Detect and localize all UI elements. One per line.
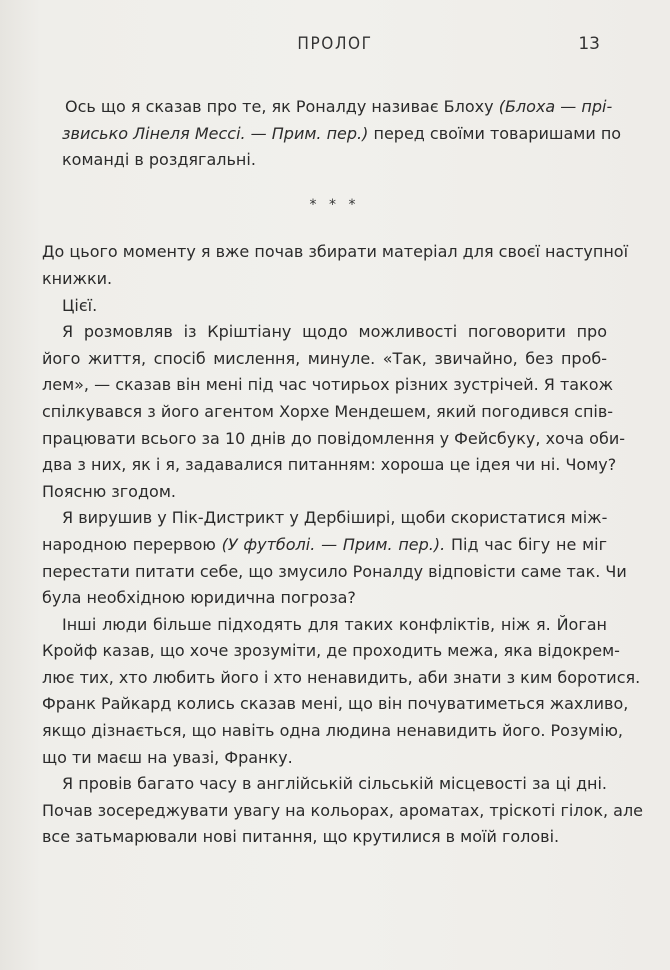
text-line: Інші люди більше підходять для таких конфліктів, ніж я. Йоган — [62, 614, 607, 634]
paragraph — [42, 612, 641, 772]
translator-note: (У футболі. — Прим. пер.). — [221, 534, 446, 554]
text-line: Цієї. — [62, 295, 98, 315]
text-line: все затьмарювали нові питання, що крутилися в моїй голові. — [42, 827, 560, 847]
text-line: Я розмовляв із Кріштіану щодо можливості поговорити про — [62, 322, 607, 342]
paragraph — [42, 239, 629, 292]
paragraph — [42, 319, 625, 505]
text-line: Кройф казав, що хоче зрозуміти, де проходить межа, яка відокрем- — [42, 641, 620, 661]
text-line — [62, 121, 622, 148]
intro-paragraph — [62, 94, 622, 174]
text-line: Я провів багато часу в англійській сільській місцевості за ці дні. — [62, 774, 607, 794]
text-line: команді в роздягальні. — [62, 150, 256, 170]
text-line: Франк Райкард колись сказав мені, що він почуватиметься жахливо, — [42, 694, 629, 714]
paragraph — [42, 771, 644, 851]
text-run: Під час бігу не міг — [445, 534, 608, 554]
text-line: перестати питати себе, що змусило Роналду відповісти саме так. Чи — [42, 561, 627, 581]
text-line: До цього моменту я вже почав збирати матеріал для своєї наступної — [42, 242, 629, 262]
text-line: лює тих, хто любить його і хто ненавидить, аби знати з ким боротися. — [42, 667, 641, 687]
text-line — [62, 94, 613, 121]
paragraph — [42, 505, 627, 611]
text-line: лем», — сказав він мені під час чотирьох різних зустрічей. Я також — [42, 375, 613, 395]
body-text — [42, 94, 644, 851]
chapter-title: ПРОЛОГ — [297, 34, 373, 54]
running-head — [0, 34, 670, 64]
text-run: перед своїми товаришами по — [368, 123, 622, 143]
page-number: 13 — [578, 34, 600, 54]
text-run: народною перервою — [42, 534, 222, 554]
text-line: Почав зосереджувати увагу на кольорах, ароматах, тріскоті гілок, але — [42, 800, 644, 820]
translator-note: звисько Лінеля Мессі. — Прим. пер.) — [62, 123, 369, 143]
text-line: книжки. — [42, 268, 113, 288]
text-line: спілкувався з його агентом Хорхе Мендешем, який погодився спів- — [42, 401, 614, 421]
paragraph — [62, 293, 607, 320]
translator-note: (Блоха — прі- — [498, 97, 613, 116]
text-run: Ось що я сказав про те, як Роналду називає Блоху — [65, 97, 499, 116]
text-line — [42, 532, 607, 559]
text-line: Поясню згодом. — [42, 481, 176, 501]
text-line: що ти маєш на увазі, Франку. — [42, 747, 293, 767]
text-line: два з них, як і я, задавалися питанням: хороша це ідея чи ні. Чому? — [42, 455, 617, 475]
text-line: працювати всього за 10 днів до повідомлення у Фейсбуку, хоча оби- — [42, 428, 625, 448]
text-line: якщо дізнається, що навіть одна людина ненавидить його. Розумію, — [42, 721, 624, 741]
section-divider: * * * — [309, 196, 360, 213]
text-line: була необхідною юридична погроза? — [42, 588, 356, 608]
text-line: його життя, спосіб мислення, минуле. «Так, звичайно, без проб- — [42, 348, 607, 368]
text-line: Я вирушив у Пік-Дистрикт у Дербіширі, щоби скористатися між- — [62, 508, 608, 528]
